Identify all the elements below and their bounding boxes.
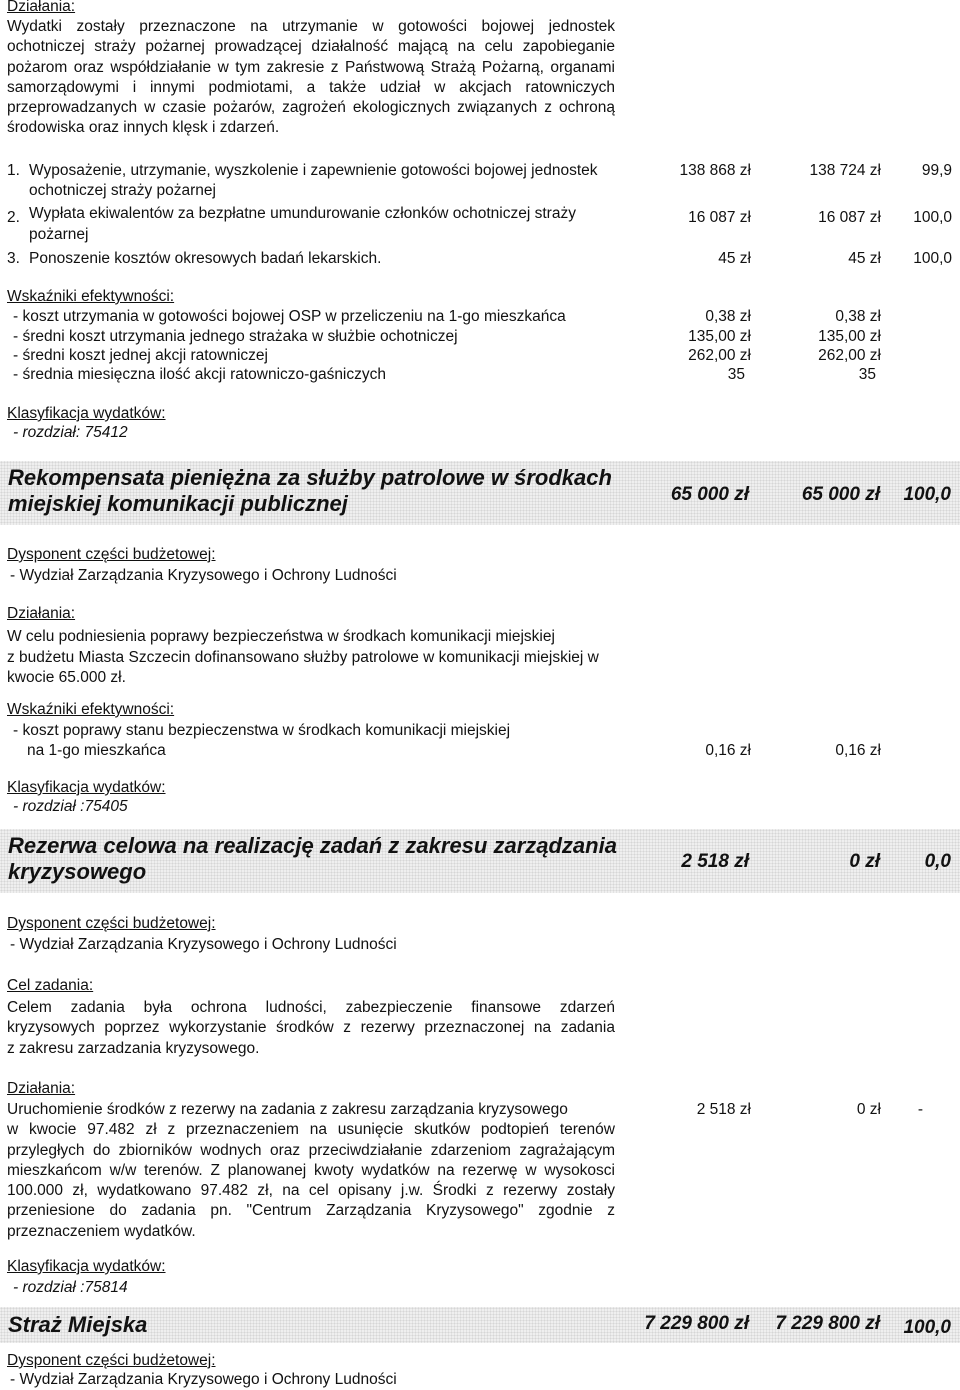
text-line: ochotniczej straży pożarnej prowadzącej działalność mającą na celu zapobieganie [7, 38, 615, 56]
dzialania-label: Działania: [7, 0, 76, 15]
dzialania-label: Działania: [7, 605, 76, 622]
value-executed: 0 zł [856, 1101, 881, 1118]
text-line: Celem zadania była ochrona ludności, zabezpieczenie finansowe zdarzeń [7, 999, 615, 1016]
section-header-band [0, 829, 960, 893]
text-line: z budżetu Miasta Szczecin dofinansowano służby patrolowe w komunikacji miejskiej w [7, 649, 599, 666]
item-text: Wyposażenie, utrzymanie, wyszkolenie i zapewnienie gotowości bojowej jednostek [29, 162, 598, 179]
text-line: samorządowymi i innymi podmiotami, a także udział w akcjach ratowniczych [7, 78, 615, 96]
value-planned: 16 087 zł [688, 209, 751, 226]
dysponent-label: Dysponent części budżetowej: [7, 915, 216, 932]
dysponent-label: Dysponent części budżetowej: [7, 546, 216, 563]
section-value-planned: 7 229 800 zł [644, 1313, 749, 1334]
text-line: z zakresu zarzadzania kryzysowego. [7, 1039, 260, 1057]
dysponent-text: - Wydział Zarządzania Kryzysowego i Ochrony Ludności [10, 936, 397, 953]
section-title: miejskiej komunikacji publicznej [8, 491, 348, 516]
text-line: W celu podniesienia poprawy bezpieczeństwa w środkach komunikacji miejskiej [7, 628, 555, 645]
text-line: Wydatki zostały przeznaczone na utrzymanie w gotowości bojowej jednostek [7, 18, 615, 35]
section-title: Rezerwa celowa na realizację zadań z zakresu zarządzania [8, 833, 617, 858]
klasyfikacja-label: Klasyfikacja wydatków: [7, 779, 166, 796]
value-executed: 16 087 zł [818, 209, 881, 226]
section-value-percent: 0,0 [924, 851, 951, 872]
section-value-executed: 7 229 800 zł [775, 1313, 880, 1334]
dysponent-text: - Wydział Zarządzania Kryzysowego i Ochrony Ludności [10, 567, 397, 584]
section-title: kryzysowego [8, 859, 147, 884]
text-line: przeznaczeniem wydatków. [7, 1222, 196, 1240]
value-executed: 45 zł [848, 250, 881, 267]
indicator-text: - koszt utrzymania w gotowości bojowej OSP w przeliczeniu na 1-go mieszkańca [13, 308, 566, 325]
section-header-band [0, 1307, 960, 1343]
rozdzial-text: - rozdział: 75412 [13, 424, 128, 441]
klasyfikacja-label: Klasyfikacja wydatków: [7, 1258, 166, 1275]
item-number: 3. [7, 250, 20, 267]
text-line: 100.000 zł, wydatkowano 97.482 zł, na cel opisany j.w. Środki z rezerwy zostały [7, 1182, 615, 1200]
section-value-planned: 2 518 zł [681, 851, 749, 872]
section-header-band [0, 461, 960, 525]
s3-cel-text [7, 998, 615, 1059]
value-planned: 45 zł [718, 250, 751, 267]
indicator-value-executed: 0,16 zł [835, 742, 881, 759]
value-percent: 99,9 [921, 162, 952, 179]
text-line: kwocie 65.000 zł. [7, 669, 126, 686]
indicator-value-planned: 135,00 zł [688, 328, 751, 345]
value-percent: 100,0 [913, 250, 952, 267]
indicator-value-executed: 35 [858, 366, 876, 383]
item-number: 1. [7, 162, 20, 179]
indicator-value-planned: 35 [727, 366, 745, 383]
wskazniki-label: Wskaźniki efektywności: [7, 288, 175, 305]
text-line: mieszkańcom w/w terenów. Z planowanej kwoty wydatków na rezerwę w wysokosci [7, 1161, 615, 1179]
rozdzial-text: - rozdział :75814 [13, 1279, 128, 1296]
item-number: 2. [7, 209, 20, 226]
text-line: Uruchomienie środków z rezerwy na zadania z zakresu zarządzania kryzysowego [7, 1101, 568, 1118]
value-percent: 100,0 [913, 209, 952, 226]
indicator-text: - koszt poprawy stanu bezpieczenstwa w środkach komunikacji miejskiej [13, 722, 511, 739]
item-text: Ponoszenie kosztów okresowych badań lekarskich. [29, 250, 382, 267]
indicator-value-planned: 262,00 zł [688, 347, 751, 364]
value-planned: 138 868 zł [679, 162, 751, 179]
text-line: pożarom oraz współdziałanie w tym zakresie z Państwową Strażą Pożarną, organami [7, 58, 615, 76]
section-value-percent: 100,0 [903, 1317, 951, 1338]
text-line: przeprowadzanych w czasie pożarów, zagrożeń ekologicznych związanych z ochroną [7, 99, 615, 117]
text-line: przeniesione do zadania pn. "Centrum Zarządzania Kryzysowego" zgodnie z [7, 1202, 615, 1220]
item-text: pożarnej [29, 226, 89, 243]
cel-label: Cel zadania: [7, 977, 94, 994]
value-executed: 138 724 zł [809, 162, 881, 179]
section-title: Rekompensata pieniężna za służby patrolowe w środkach [8, 465, 612, 490]
indicator-text: - średnia miesięczna ilość akcji ratowniczo-gaśniczych [13, 366, 386, 383]
indicator-value-planned: 0,16 zł [705, 742, 751, 759]
section-value-planned: 65 000 zł [670, 484, 749, 505]
klasyfikacja-label: Klasyfikacja wydatków: [7, 405, 166, 422]
s1-dzialania-text [7, 17, 615, 139]
item-text: Wypłata ekiwalentów za bezpłatne umundurowanie członków ochotniczej straży [29, 205, 576, 222]
rozdzial-text: - rozdział :75405 [13, 798, 128, 815]
wskazniki-label: Wskaźniki efektywności: [7, 701, 175, 718]
section-value-executed: 65 000 zł [801, 484, 880, 505]
indicator-value-planned: 0,38 zł [705, 308, 751, 325]
dzialania-label: Działania: [7, 1080, 76, 1097]
value-percent: - [917, 1101, 923, 1118]
indicator-value-executed: 0,38 zł [835, 308, 881, 325]
indicator-text: na 1-go mieszkańca [27, 742, 166, 759]
text-line: środowiska oraz innych klęsk i zdarzeń. [7, 119, 280, 137]
indicator-text: - średni koszt utrzymania jednego strażaka w służbie ochotniczej [13, 328, 458, 345]
text-line: przyległych do zbiorników wodnych oraz przeciwdziałanie zdarzeniom zagrażającym [7, 1141, 615, 1159]
section-value-executed: 0 zł [849, 851, 880, 872]
text-line: kryzysowych poprzez wykorzystanie środków z rezerwy przeznaczonej na zadania [7, 1019, 615, 1037]
section-value-percent: 100,0 [903, 484, 951, 505]
indicator-value-executed: 262,00 zł [818, 347, 881, 364]
dysponent-label: Dysponent części budżetowej: [7, 1352, 216, 1369]
text-line: w kwocie 97.482 zł z przeznaczeniem na usunięcie skutków podtopień terenów [7, 1121, 615, 1139]
indicator-value-executed: 135,00 zł [818, 328, 881, 345]
s3-dzialania-text [7, 1100, 615, 1242]
value-planned: 2 518 zł [696, 1101, 751, 1118]
item-text: ochotniczej straży pożarnej [29, 182, 216, 199]
indicator-text: - średni koszt jednej akcji ratowniczej [13, 347, 268, 364]
dysponent-text: - Wydział Zarządzania Kryzysowego i Ochrony Ludności [10, 1371, 397, 1388]
section-title: Straż Miejska [8, 1312, 148, 1337]
